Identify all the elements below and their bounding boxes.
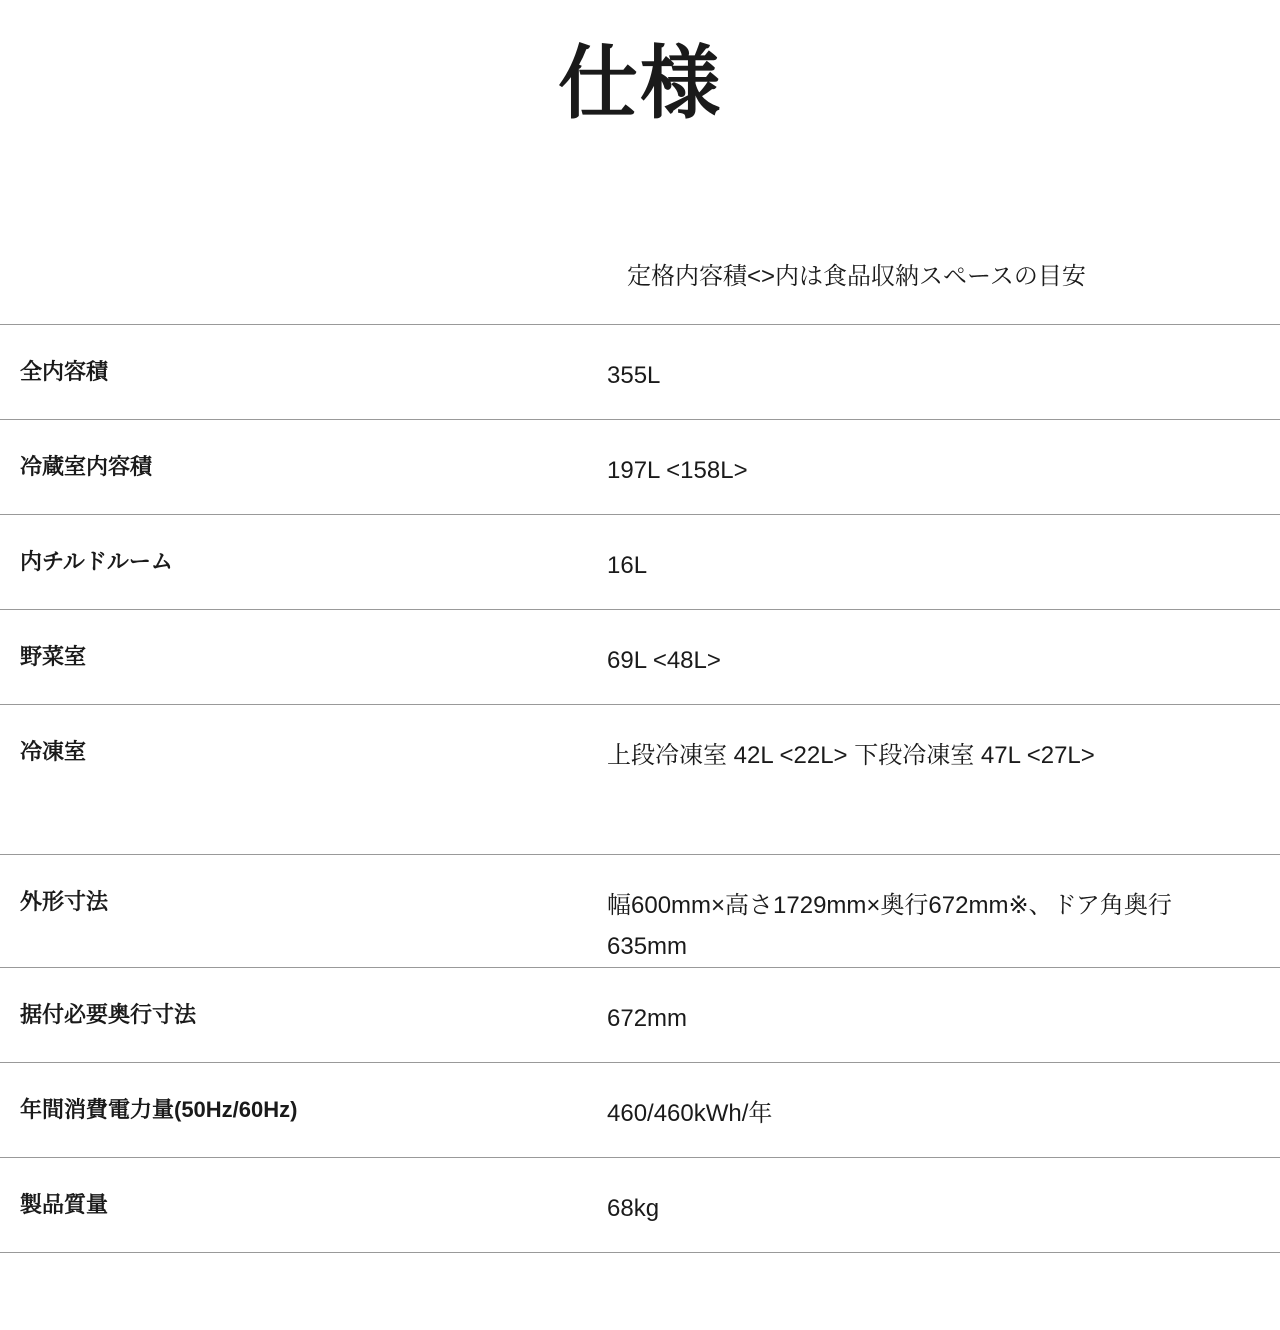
- spec-row-label: 製品質量: [20, 1192, 109, 1217]
- spec-row-label: 内チルドルーム: [20, 549, 173, 574]
- spec-row-value: 672mm: [607, 1005, 688, 1032]
- table-row: [0, 967, 1280, 1062]
- spec-row-label: 全内容積: [20, 359, 109, 384]
- table-row: [0, 324, 1280, 419]
- spec-row-value: 上段冷凍室 42L <22L> 下段冷凍室 47L <27L>: [607, 742, 1095, 769]
- spec-row-value: 幅600mm×高さ1729mm×奥行672mm※、ドア角奥行635mm: [607, 892, 1172, 960]
- capacity-note: 定格内容積<>内は食品収納スペースの目安: [627, 263, 1086, 290]
- spec-row-value: 68kg: [607, 1195, 660, 1222]
- spec-row-value: 69L <48L>: [607, 647, 721, 674]
- spec-row-value: 355L: [607, 362, 661, 389]
- spec-row-label: 外形寸法: [20, 889, 109, 914]
- table-row: [0, 854, 1280, 967]
- table-row: [0, 704, 1280, 854]
- page-title: 仕様: [558, 39, 722, 128]
- table-row: [0, 419, 1280, 514]
- table-row: [0, 514, 1280, 609]
- spec-row-value: 460/460kWh/年: [607, 1100, 773, 1127]
- table-row: [0, 609, 1280, 704]
- spec-row-label: 冷蔵室内容積: [20, 454, 153, 479]
- table-row: [0, 1062, 1280, 1157]
- spec-row-label: 据付必要奥行寸法: [20, 1002, 197, 1027]
- table-row: [0, 1157, 1280, 1252]
- spec-row-label: 年間消費電力量(50Hz/60Hz): [20, 1097, 298, 1122]
- spec-table: [0, 324, 1280, 1253]
- spec-row-value: 16L: [607, 552, 648, 579]
- spec-row-label: 野菜室: [20, 644, 87, 669]
- spec-row-label: 冷凍室: [20, 739, 87, 764]
- spec-row-value: 197L <158L>: [607, 457, 748, 484]
